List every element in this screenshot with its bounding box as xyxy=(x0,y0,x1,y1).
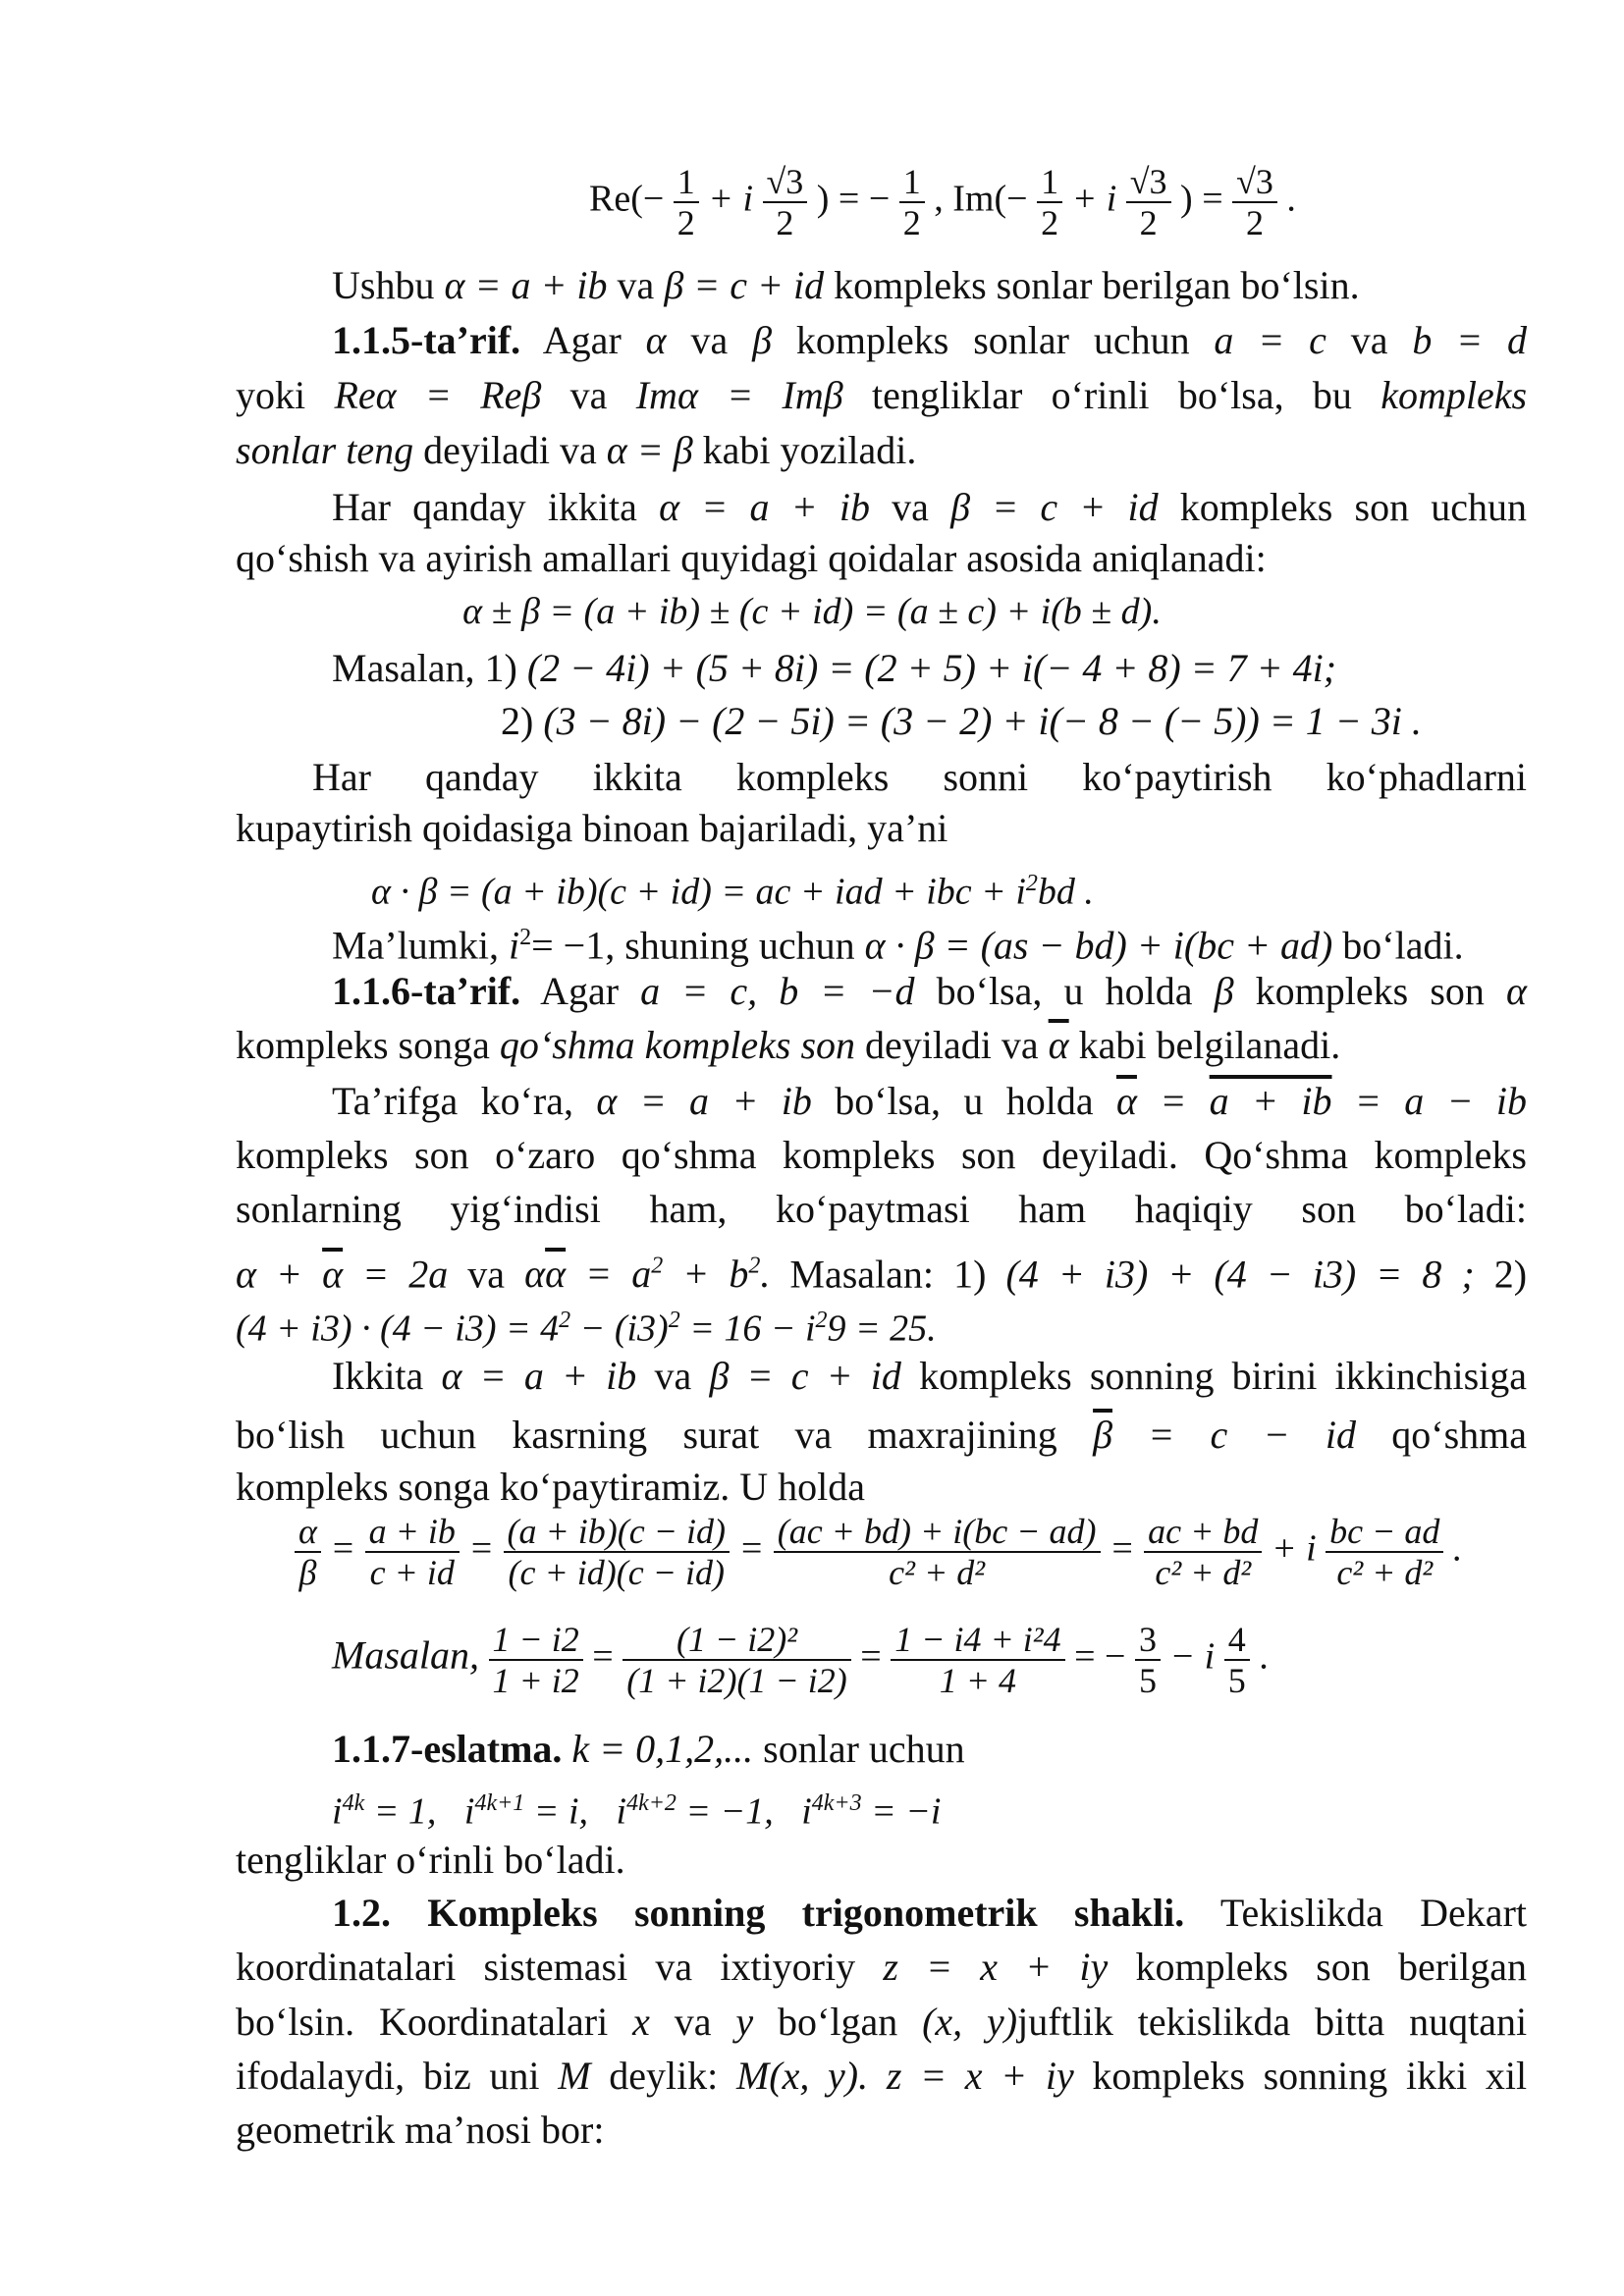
text-line: tengliklar o‘rinli bo‘ladi. xyxy=(236,1838,625,1882)
text-line: sonlarning yig‘indisi ham, ko‘paytmasi ham haqiqiy son bo‘ladi: xyxy=(236,1187,1527,1231)
text-line: qo‘shish va ayirish amallari quyidagi qoidalar asosida aniqlanadi: xyxy=(236,536,1267,580)
text-line: kompleks son o‘zaro qo‘shma kompleks son deyiladi. Qo‘shma kompleks xyxy=(236,1133,1527,1177)
text-line: yoki Reα = Reβ va Imα = Imβ tengliklar o‘rinli bo‘lsa, bu kompleks xyxy=(236,373,1528,417)
text-line: Har qanday ikkita kompleks sonni ko‘paytirish ko‘phadlarni xyxy=(312,755,1527,799)
equation-product: α · β = (a + ib)(c + id) = ac + iad + ibc + $i^2bd$ . xyxy=(371,871,1094,913)
text-line: bo‘lsin. Koordinatalari x va y bo‘lgan (x, y)juftlik tekislikda bitta nuqtani xyxy=(236,2000,1528,2044)
example-1: Masalan, 1) (2 − 4i) + (5 + 8i) = (2 + 5) + i(− 4 + 8) = 7 + 4i; xyxy=(332,646,1337,690)
definition-1-1-5: 1.1.5-ta’rif. Agar α va β kompleks sonlar uchun a = c va b = d xyxy=(332,318,1527,362)
equation-re-im: Re(− $\frac{1}{2}$ + i $\frac{√3}{2}$ ) = − $\frac{1}{2}$ , Im(− $\frac{1}{2}$ + i $\frac{√3}{2}$ ) = $\frac{√3}{2}$ . xyxy=(589,162,1296,242)
remark-1-1-7: 1.1.7-eslatma. k = 0,1,2,... sonlar uchun xyxy=(332,1727,965,1771)
text-line: Ushbu α = a + ib va β = c + id kompleks sonlar berilgan bo‘lsin. xyxy=(332,263,1360,307)
equation-sum: α ± β = (a + ib) ± (c + id) = (a ± c) + i(b ± d). xyxy=(462,591,1162,632)
text-line: bo‘lish uchun kasrning surat va maxrajining $\overline{\beta} = c$ − id qo‘shma xyxy=(236,1413,1528,1457)
text-line: $\alpha + \overline{\alpha} = 2a$ va $\alpha\overline{\alpha} = a^2 + b^2$. Masalan: 1) (4 + i3) + (4 − i3) = 8 ; 2) xyxy=(236,1252,1528,1297)
example-2: 2) (3 − 8i) − (2 − 5i) = (3 − 2) + i(− 8 − (− 5)) = 1 − 3i . xyxy=(501,699,1422,743)
equation-division: $\frac{\alpha}{\beta}$ = $\frac{a + ib}{c + id}$ = $\frac{(a + ib)(c - id)}{(c + id)(c - id)}$ = $\frac{(ac + bd) + i(bc - ad)}{\text{c² + d²}}$ = $\frac{ac + bd}{\text{c² + d²}}$ + i $\frac{bc - ad}{\text{c² + d²}}$ . xyxy=(295,1512,1462,1592)
text-line: sonlar teng deyiladi va α = β kabi yoziladi. xyxy=(236,428,917,472)
text-line: kompleks songa qo‘shma kompleks son deyiladi va $\overline{\alpha}$ kabi belgilanadi. xyxy=(236,1023,1341,1067)
powers-of-i: $i^{4k} = 1$, $i^{4k+1} = i$, $i^{4k+2} = -1$, $i^{4k+3} = -i$ xyxy=(332,1790,942,1833)
equation-example-product: $(4 + i3) \cdot (4 - i3) = 4^2 - (i3)^2 = 16 - i^29 = 25$. xyxy=(236,1308,937,1350)
text-line: geometrik ma’nosi bor: xyxy=(236,2108,605,2152)
text-line: Har qanday ikkita α = a + ib va β = c + id kompleks son uchun xyxy=(332,485,1528,529)
text-line: kupaytirish qoidasiga binoan bajariladi, ya’ni xyxy=(236,806,948,850)
text-line: koordinatalari sistemasi va ixtiyoriy z = x + iy kompleks son berilgan xyxy=(236,1945,1528,1989)
section-heading-1-2: 1.2. Kompleks sonning trigonometrik shakli. Tekislikda Dekart xyxy=(332,1891,1527,1935)
text-line: Ta’rifga ko‘ra, α = a + ib bo‘lsa, u holda $\overline{\alpha} = a$ + ib = a − ib xyxy=(332,1079,1528,1123)
text-line: Ma’lumki, $i^2= -1$, shuning uchun α · β = (as − bd) + i(bc + ad) bo‘ladi. xyxy=(332,923,1464,968)
text-line: Ikkita α = a + ib va β = c + id kompleks sonning birini ikkinchisiga xyxy=(332,1354,1528,1398)
text-line: ifodalaydi, biz uni M deylik: M(x, y). z = x + iy kompleks sonning ikki xil xyxy=(236,2054,1528,2098)
text-line: kompleks songa ko‘paytiramiz. U holda xyxy=(236,1465,865,1509)
equation-division-example: Masalan, $\frac{1 - i2}{1 + i2}$ = $\frac{\text{(1 − i2)²}}{(1 + i2)(1 - i2)}$ = $\frac{\text{1 − i4 + i²4}}{1 + 4}$ = − $\frac{3}{5}$ − i $\frac{4}{5}$ . xyxy=(332,1620,1269,1700)
definition-1-1-6: 1.1.6-ta’rif. Agar a = c, b = −d bo‘lsa, u holda β kompleks son α xyxy=(332,969,1528,1013)
